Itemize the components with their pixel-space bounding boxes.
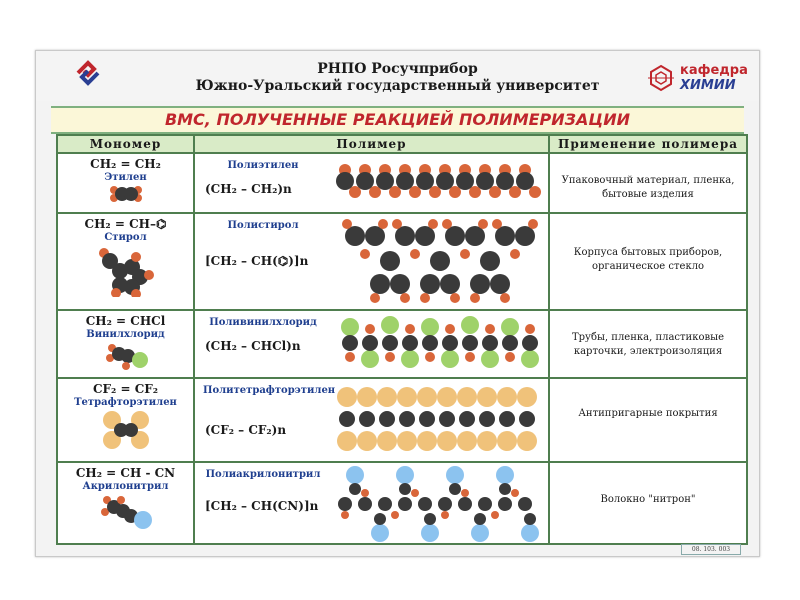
polymer-use: Волокно "нитрон" [600, 494, 696, 505]
monomer-formula: CH₂ = CH₂ [90, 157, 161, 171]
use-cell [549, 310, 747, 378]
polymer-cell [194, 310, 549, 378]
monomer-formula: CF₂ = CF₂ [92, 382, 159, 396]
use-cell [549, 462, 747, 544]
table-row [57, 153, 747, 213]
polymer-use: Антипригарные покрытия [578, 408, 718, 419]
polymer-formula: [CH₂ – CH(CN)]n [205, 499, 319, 513]
poster-title: ВМС, ПОЛУЧЕННЫЕ РЕАКЦИЕЙ ПОЛИМЕРИЗАЦИИ [164, 110, 631, 129]
header-org: РНПО Росучприбор [317, 61, 478, 77]
polymer-formula: [CH₂ – CH(⌬)]n [205, 254, 309, 268]
kafedra-label: кафедра [680, 63, 748, 78]
polymer-table [56, 134, 748, 545]
header [36, 51, 759, 101]
table-row [57, 378, 747, 462]
polymer-name: Полиэтилен [227, 160, 299, 171]
polymer-formula: (CF₂ – CF₂)n [205, 423, 287, 437]
table-header-row [57, 135, 747, 153]
monomer-formula: CH₂ = CH–⌬ [84, 217, 167, 231]
polymer-use: Упаковочный материал, пленка, бытовые изделия [561, 175, 735, 200]
monomer-cell [57, 462, 194, 544]
monomer-cell [57, 378, 194, 462]
polymer-name: Полиакрилонитрил [205, 469, 321, 480]
monomer-cell [57, 153, 194, 213]
polymer-use: Корпуса бытовых приборов, органическое стекло [573, 247, 723, 272]
monomer-name: Акрилонитрил [82, 481, 169, 492]
monomer-cell [57, 213, 194, 310]
polymer-cell [194, 213, 549, 310]
use-cell [549, 378, 747, 462]
poster-code: 08. 103. 003 [681, 544, 741, 555]
monomer-name: Этилен [104, 172, 147, 183]
monomer-formula: CH₂ = CH - CN [75, 466, 176, 480]
styrene-molecule-model [96, 245, 156, 297]
column-header-monomer: Мономер [57, 135, 194, 153]
chemistry-label: ХИМИИ [680, 78, 736, 93]
poster-title-bar [51, 106, 744, 134]
pvc-chain-model [335, 313, 545, 373]
table-row [57, 213, 747, 310]
polyacrylonitrile-chain-model [335, 465, 545, 543]
polymer-name: Политетрафторэтилен [203, 385, 336, 396]
chemistry-hexagon-icon [646, 63, 676, 93]
use-cell [549, 153, 747, 213]
ethylene-molecule-model [106, 185, 146, 203]
monomer-formula: CH₂ = CHCl [85, 314, 166, 328]
vinyl-chloride-molecule-model [104, 342, 148, 370]
polymer-name: Поливинилхлорид [209, 317, 317, 328]
polymer-cell [194, 378, 549, 462]
header-university: Южно-Уральский государственный университет [195, 78, 600, 94]
monomer-name: Стирол [104, 232, 147, 243]
tetrafluoroethylene-molecule-model [101, 410, 151, 450]
column-header-use: Применение полимера [549, 135, 747, 153]
column-header-polymer: Полимер [194, 135, 549, 153]
ptfe-chain-model [335, 381, 545, 459]
acrylonitrile-molecule-model [99, 494, 153, 530]
monomer-name: Винилхлорид [86, 329, 165, 340]
polymer-cell [194, 153, 549, 213]
table-row [57, 462, 747, 544]
poster [35, 50, 760, 557]
use-cell [549, 213, 747, 310]
polymer-name: Полистирол [227, 220, 299, 231]
monomer-cell [57, 310, 194, 378]
polystyrene-chain-model [335, 216, 545, 306]
polymer-use: Трубы, пленка, пластиковые карточки, электроизоляция [571, 332, 725, 357]
polymer-formula: (CH₂ – CHCl)n [205, 339, 301, 353]
polymer-formula: (CH₂ – CH₂)n [205, 182, 292, 196]
table-row [57, 310, 747, 378]
polyethylene-chain-model [335, 156, 545, 208]
polymer-cell [194, 462, 549, 544]
monomer-name: Тетрафторэтилен [74, 397, 177, 408]
